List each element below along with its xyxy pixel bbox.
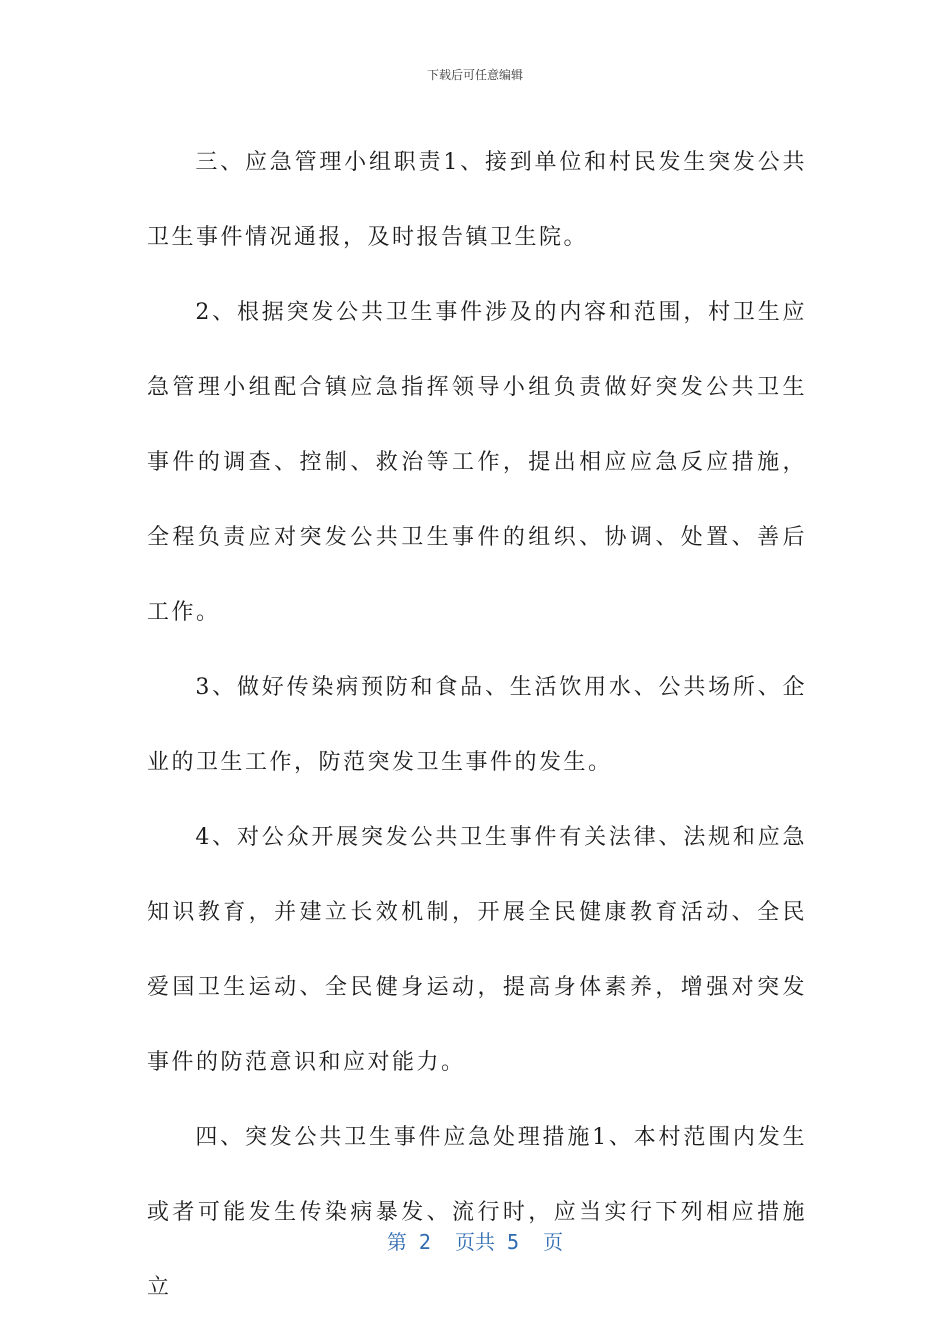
body-text	[147, 125, 807, 1325]
header-note: 下载后可任意编辑	[426, 68, 523, 82]
paragraph-item-3: 3、做好传染病预防和食品、生活饮用水、公共场所、企业的卫生工作，防范突发卫生事件的发生。	[147, 675, 807, 775]
paragraph-section-4: 四、突发公共卫生事件应急处理措施1、本村范围内发生或者可能发生传染病暴发、流行时，应当实行下列相应措施立	[147, 1125, 807, 1300]
paragraph-item-2: 2、根据突发公共卫生事件涉及的内容和范围，村卫生应急管理小组配合镇应急指挥领导小组负责做好突发公共卫生事件的调查、控制、救治等工作，提出相应应急反应措施，全程负责应对突发公共卫生事件的组织、协调、处置、善后工作。	[147, 300, 807, 625]
paragraph-section-3: 三、应急管理小组职责1、接到单位和村民发生突发公共卫生事件情况通报，及时报告镇卫生院。	[147, 150, 807, 250]
paragraph-item-4: 4、对公众开展突发公共卫生事件有关法律、法规和应急知识教育，并建立长效机制，开展全民健康教育活动、全民爱国卫生运动、全民健身运动，提高身体素养，增强对突发事件的防范意识和应对能力。	[147, 825, 807, 1075]
page-number-footer: 第 2 页共 5 页	[386, 1230, 564, 1254]
